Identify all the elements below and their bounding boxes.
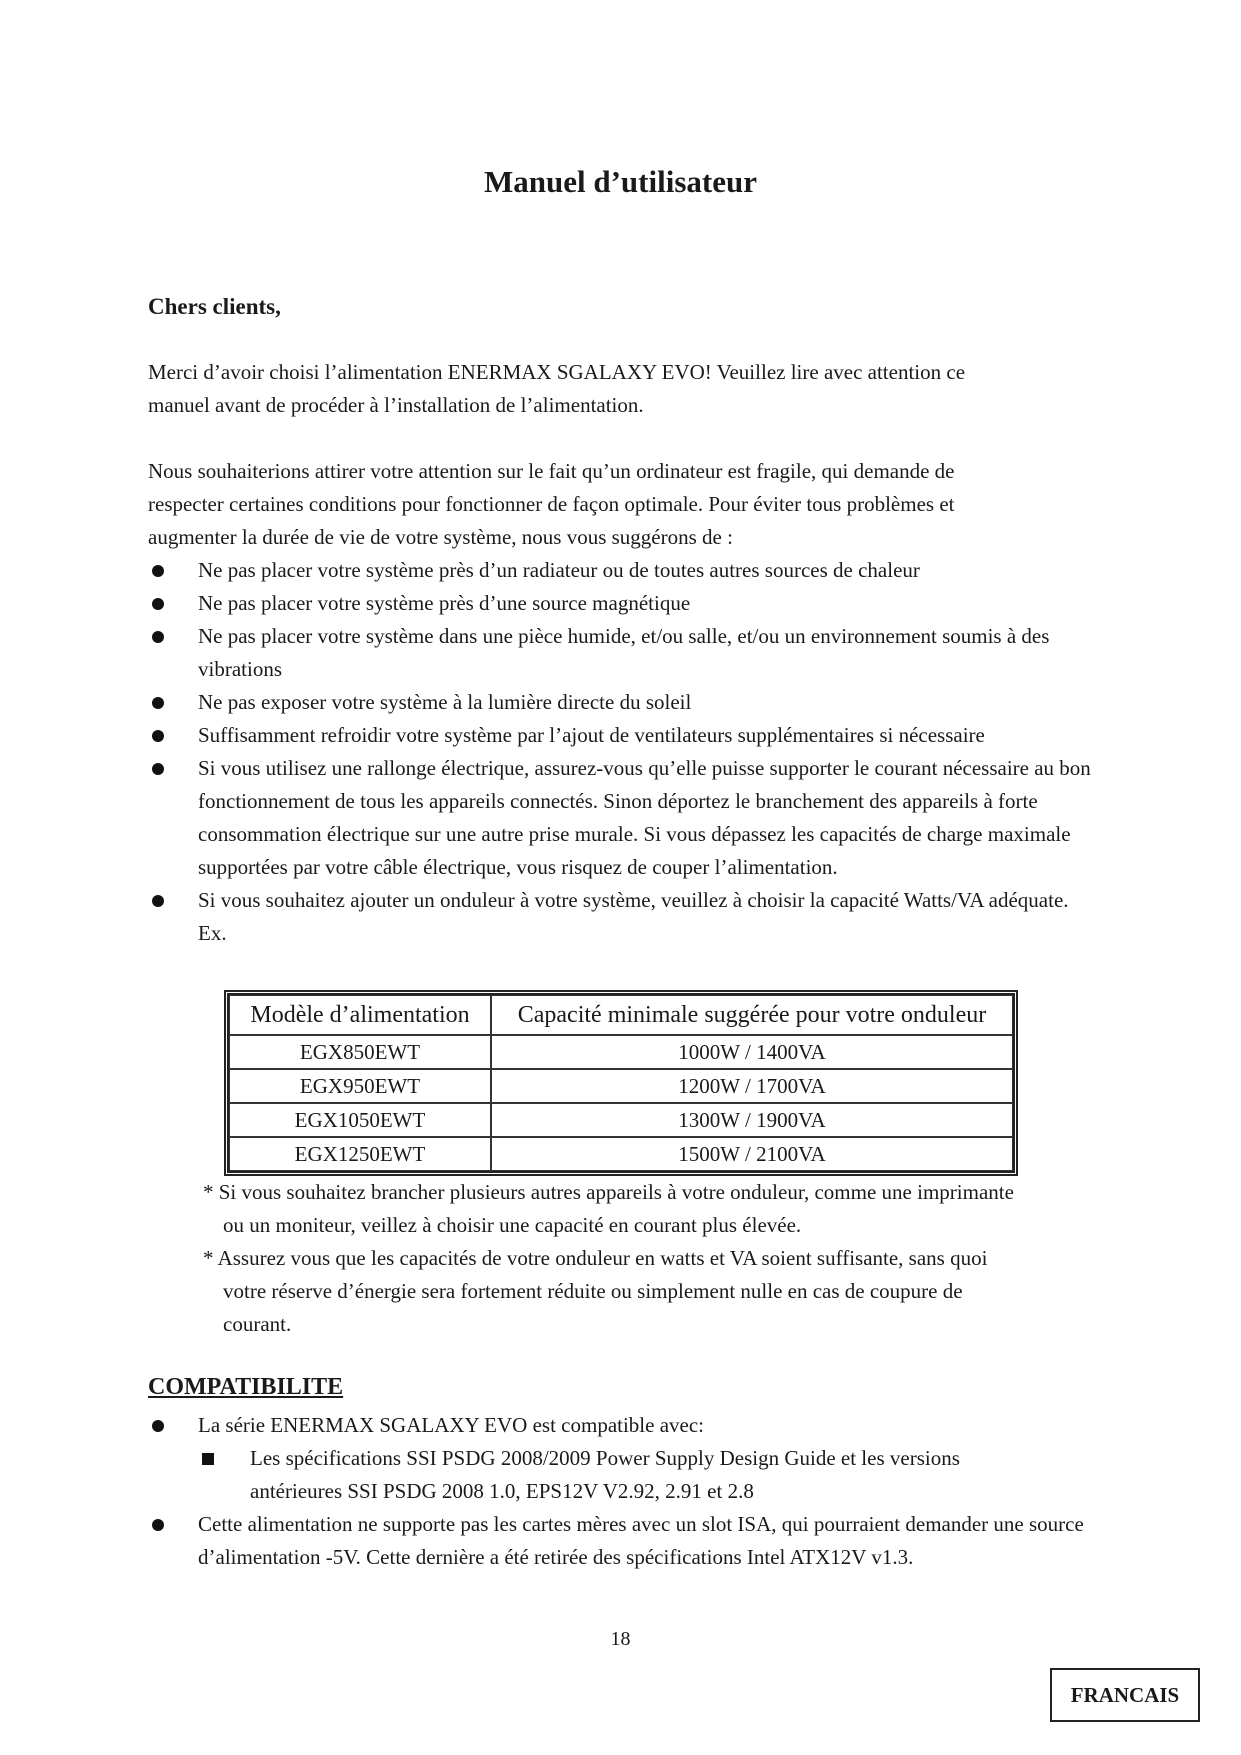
intro-paragraph <box>148 356 1098 422</box>
bullet-icon <box>152 697 164 709</box>
table-header-row <box>229 995 1013 1035</box>
bullet-icon <box>152 1519 164 1531</box>
cell-model: EGX1250EWT <box>229 1137 491 1171</box>
list-item: Cette alimentation ne supporte pas les cartes mères avec un slot ISA, qui pourraient demander une source d’alimentation -5V. Cette dernière a été retirée des spécifications Intel ATX12V v1.3. <box>148 1508 1098 1574</box>
list-item: Si vous utilisez une rallonge électrique, assurez-vous qu’elle puisse supporter le courant nécessaire au bon fonctionnement de tous les appareils connectés. Sinon déportez le branchement des appareils à forte consommation électrique sur une autre prise murale. Si vous dépassez les capacités de charge maximale supportées par votre câble électrique, vous risquez de couper l’alimentation. <box>148 752 1098 884</box>
note-1: * Si vous souhaitez brancher plusieurs autres appareils à votre onduleur, comme une imprimante ou un moniteur, veillez à choisir une capacité en courant plus élevée. <box>203 1180 1014 1237</box>
bullet-icon <box>152 1420 164 1432</box>
cell-capacity: 1000W / 1400VA <box>491 1035 1013 1069</box>
notes <box>203 1176 1103 1341</box>
bullet-icon <box>152 763 164 775</box>
list-item: Si vous souhaitez ajouter un onduleur à votre système, veuillez à choisir la capacité Watts/VA adéquate. Ex. <box>148 884 1098 950</box>
list-item: Ne pas placer votre système près d’un radiateur ou de toutes autres sources de chaleur <box>148 554 1098 587</box>
sub-list-item: Les spécifications SSI PSDG 2008/2009 Power Supply Design Guide et les versions antérieures SSI PSDG 2008 1.0, EPS12V V2.92, 2.91 et 2.8 <box>198 1442 1040 1508</box>
cell-model: EGX850EWT <box>229 1035 491 1069</box>
compatibility-heading: COMPATIBILITE <box>148 1374 344 1400</box>
header-model: Modèle d’alimentation <box>229 995 491 1035</box>
attention-line-1: Nous souhaiterions attirer votre attention sur le fait qu’un ordinateur est fragile, qui demande de <box>148 459 955 483</box>
cell-model: EGX950EWT <box>229 1069 491 1103</box>
greeting: Chers clients, <box>148 294 281 319</box>
bullet-icon <box>152 730 164 742</box>
bullet-icon <box>152 598 164 610</box>
list-item: La série ENERMAX SGALAXY EVO est compatible avec: Les spécifications SSI PSDG 2008/2009 Power Supply Design Guide et les versions antérieures SSI PSDG 2008 1.0, EPS12V V2.92, 2.91 et 2.8 <box>148 1409 1098 1508</box>
cell-capacity: 1200W / 1700VA <box>491 1069 1013 1103</box>
list-item: Ne pas exposer votre système à la lumière directe du soleil <box>148 686 1098 719</box>
tips-list <box>148 554 1098 950</box>
page-number: 18 <box>610 1628 631 1650</box>
table-row <box>229 1069 1013 1103</box>
page-title: Manuel d’utilisateur <box>484 164 757 199</box>
cell-capacity: 1300W / 1900VA <box>491 1103 1013 1137</box>
square-bullet-icon <box>202 1453 214 1465</box>
intro-line-2: manuel avant de procéder à l’installation de l’alimentation. <box>148 393 644 417</box>
ups-capacity-table <box>224 990 1018 1176</box>
list-item: Suffisamment refroidir votre système par l’ajout de ventilateurs supplémentaires si nécessaire <box>148 719 1098 752</box>
table-row <box>229 1103 1013 1137</box>
bullet-icon <box>152 631 164 643</box>
attention-line-2: respecter certaines conditions pour fonctionner de façon optimale. Pour éviter tous problèmes et <box>148 492 955 516</box>
language-tab: FRANCAIS <box>1050 1668 1200 1722</box>
bullet-icon <box>152 895 164 907</box>
note-2: * Assurez vous que les capacités de votre onduleur en watts et VA soient suffisante, sans quoi votre réserve d’énergie sera fortement réduite ou simplement nulle en cas de coupure de courant. <box>203 1246 988 1336</box>
cell-model: EGX1050EWT <box>229 1103 491 1137</box>
intro-line-1: Merci d’avoir choisi l’alimentation ENERMAX SGALAXY EVO! Veuillez lire avec attention ce <box>148 360 966 384</box>
attention-line-3: augmenter la durée de vie de votre système, nous vous suggérons de : <box>148 525 733 549</box>
cell-capacity: 1500W / 2100VA <box>491 1137 1013 1171</box>
list-item: Ne pas placer votre système près d’une source magnétique <box>148 587 1098 620</box>
compatibility-list <box>148 1409 1098 1574</box>
list-item: Ne pas placer votre système dans une pièce humide, et/ou salle, et/ou un environnement soumis à des vibrations <box>148 620 1098 686</box>
bullet-icon <box>152 565 164 577</box>
table-row <box>229 1035 1013 1069</box>
attention-paragraph <box>148 455 1098 554</box>
table-row <box>229 1137 1013 1171</box>
header-capacity: Capacité minimale suggérée pour votre onduleur <box>491 995 1013 1035</box>
